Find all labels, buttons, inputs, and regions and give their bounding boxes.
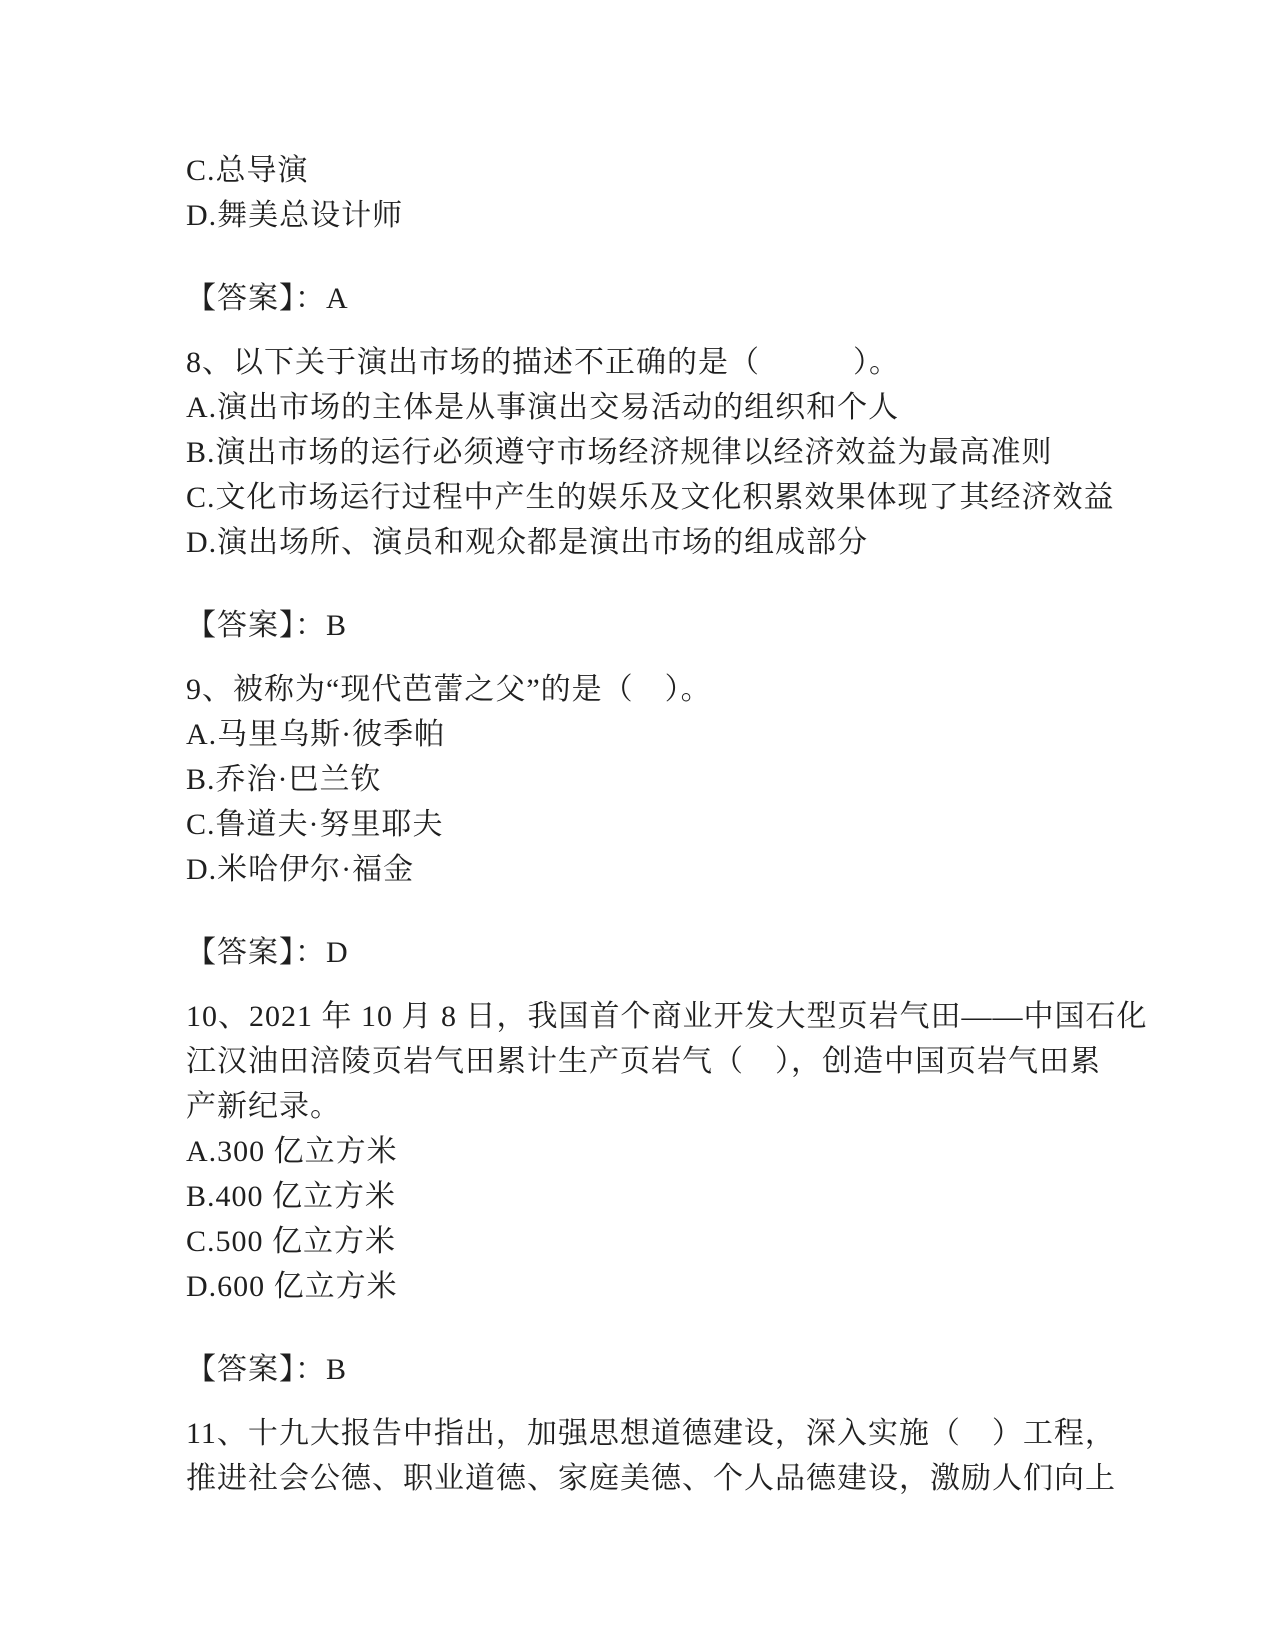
answer-label: 【答案】： — [186, 282, 326, 315]
option-line: D.600 亿立方米 — [186, 1270, 398, 1303]
answer-value: B — [326, 1353, 348, 1386]
question-stem-line: 江汉油田涪陵页岩气田累计生产页岩气（ ），创造中国页岩气田累 — [186, 1045, 1101, 1078]
option-line: D.舞美总设计师 — [186, 199, 404, 232]
question-stem-line: 8、以下关于演出市场的描述不正确的是（ ）。 — [186, 346, 900, 379]
question-7-partial — [186, 148, 1165, 321]
answer-value: A — [326, 282, 349, 315]
option-line: A.300 亿立方米 — [186, 1135, 398, 1168]
question-stem-line: 推进社会公德、职业道德、家庭美德、个人品德建设，激励人们向上 — [186, 1462, 1116, 1495]
question-stem-line: 10、2021 年 10 月 8 日，我国首个商业开发大型页岩气田——中国石化 — [186, 1000, 1148, 1033]
answer-line — [186, 930, 1165, 975]
question-stem-line: 11、十九大报告中指出，加强思想道德建设，深入实施（ ）工程， — [186, 1417, 1116, 1450]
question-8 — [186, 340, 1165, 648]
question-9 — [186, 667, 1165, 975]
option-line: C.总导演 — [186, 154, 309, 187]
answer-label: 【答案】： — [186, 936, 326, 969]
answer-label: 【答案】： — [186, 609, 326, 642]
option-line: B.乔治·巴兰钦 — [186, 763, 382, 796]
answer-line — [186, 603, 1165, 648]
answer-value: B — [326, 609, 348, 642]
option-line: A.马里乌斯·彼季帕 — [186, 718, 446, 751]
question-stem-line: 9、被称为“现代芭蕾之父”的是（ ）。 — [186, 673, 712, 706]
answer-line — [186, 1347, 1165, 1392]
question-11-partial — [186, 1411, 1165, 1501]
option-line: C.鲁道夫·努里耶夫 — [186, 808, 444, 841]
question-stem-line: 产新纪录。 — [186, 1090, 341, 1123]
question-10 — [186, 994, 1165, 1392]
option-line: B.演出市场的运行必须遵守市场经济规律以经济效益为最高准则 — [186, 436, 1053, 469]
option-line: D.演出场所、演员和观众都是演出市场的组成部分 — [186, 526, 869, 559]
option-line: A.演出市场的主体是从事演出交易活动的组织和个人 — [186, 391, 900, 424]
option-line: B.400 亿立方米 — [186, 1180, 397, 1213]
answer-label: 【答案】： — [186, 1353, 326, 1386]
option-line: D.米哈伊尔·福金 — [186, 853, 415, 886]
answer-value: D — [326, 936, 349, 969]
answer-line — [186, 276, 1165, 321]
option-line: C.500 亿立方米 — [186, 1225, 397, 1258]
document-content — [186, 148, 1165, 1501]
option-line: C.文化市场运行过程中产生的娱乐及文化积累效果体现了其经济效益 — [186, 481, 1115, 514]
